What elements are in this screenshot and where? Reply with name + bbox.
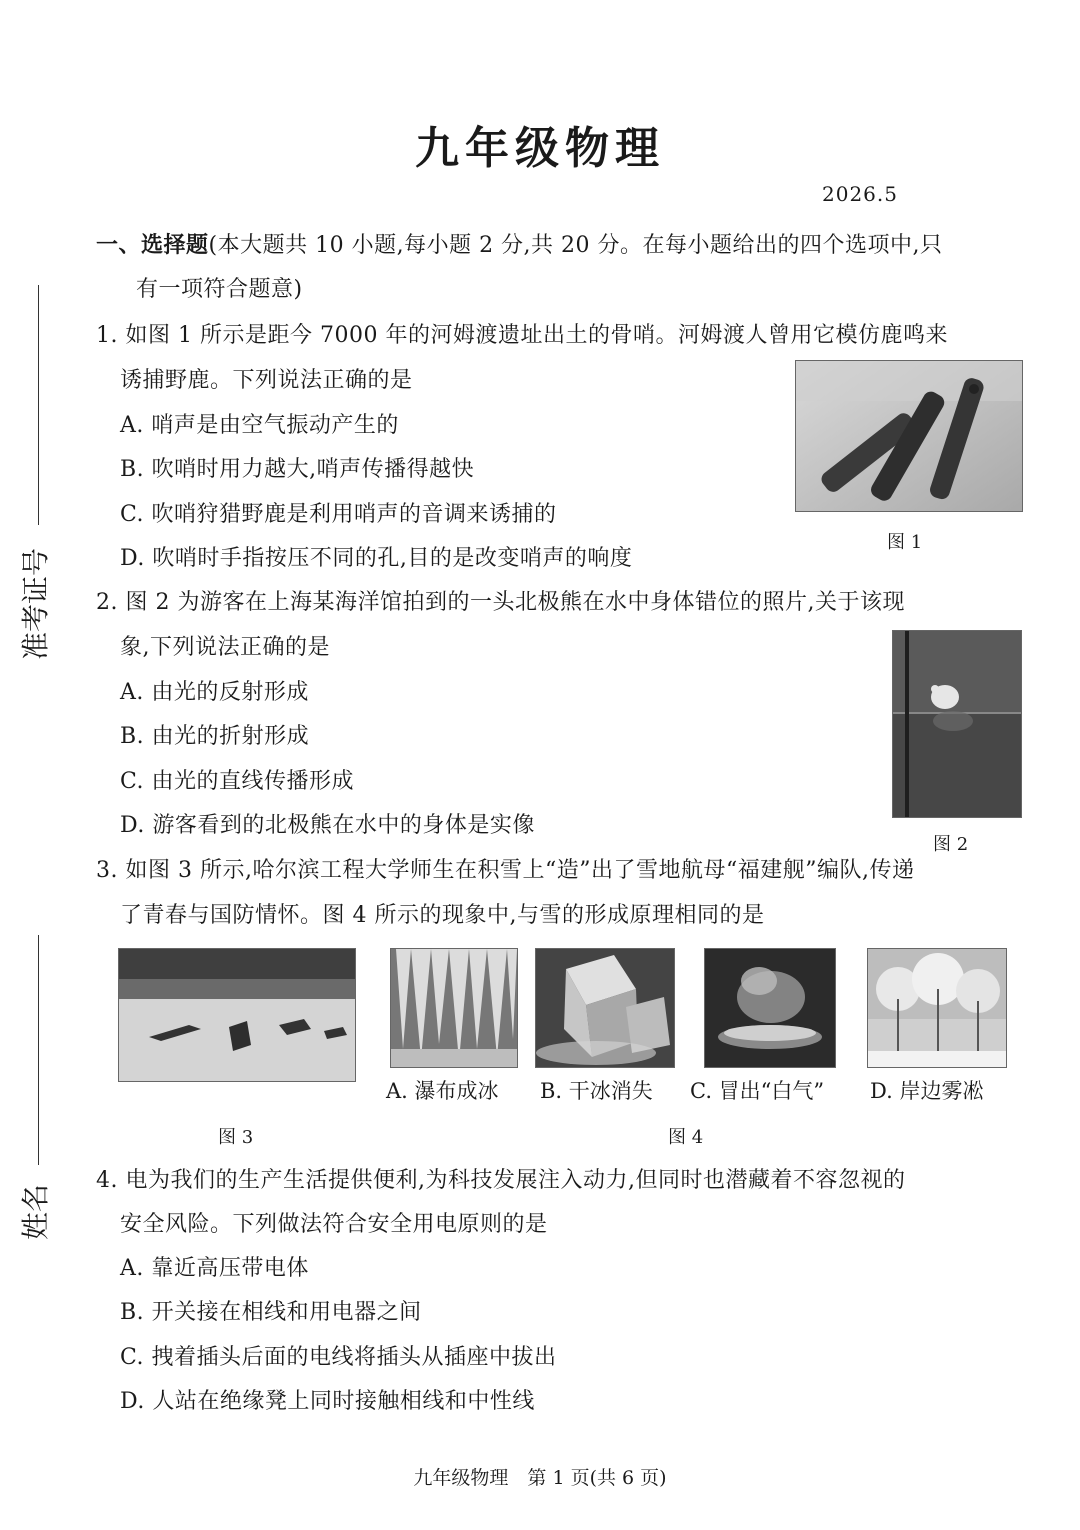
figure-1-bone-whistles xyxy=(795,360,1023,512)
figure-1-caption: 图 1 xyxy=(887,532,923,553)
figure-4c-white-steam xyxy=(704,948,836,1068)
figure-4b-dry-ice xyxy=(535,948,675,1068)
q1-option-d: D. 吹哨时手指按压不同的孔,目的是改变哨声的响度 xyxy=(120,546,633,571)
exam-date: 2026.5 xyxy=(822,182,898,206)
name-line xyxy=(38,935,39,1165)
q4-option-a: A. 靠近高压带电体 xyxy=(120,1256,309,1281)
section-heading: 一、选择题 xyxy=(96,233,209,258)
figure-4a-frozen-waterfall xyxy=(390,948,518,1068)
q3-stem: 3. 如图 3 所示,哈尔滨工程大学师生在积雪上“造”出了雪地航母“福建舰”编队,传递 xyxy=(96,858,915,883)
page-title: 九年级物理 xyxy=(415,123,665,174)
q1-stem-cont: 诱捕野鹿。下列说法正确的是 xyxy=(120,368,413,393)
figure-4a-label: A. 瀑布成冰 xyxy=(386,1079,499,1103)
q4-stem-cont: 安全风险。下列做法符合安全用电原则的是 xyxy=(120,1212,548,1237)
exam-id-label: 准考证号 xyxy=(19,547,52,660)
q2-option-a: A. 由光的反射形成 xyxy=(120,680,309,705)
q1-option-b: B. 吹哨时用力越大,哨声传播得越快 xyxy=(120,457,475,482)
figure-4c-label: C. 冒出“白气” xyxy=(690,1079,825,1103)
q2-option-d: D. 游客看到的北极熊在水中的身体是实像 xyxy=(120,813,535,838)
figure-3-caption: 图 3 xyxy=(218,1127,254,1148)
q1-option-a: A. 哨声是由空气振动产生的 xyxy=(120,413,399,438)
q4-stem: 4. 电为我们的生产生活提供便利,为科技发展注入动力,但同时也潜藏着不容忽视的 xyxy=(96,1168,906,1193)
exam-id-line xyxy=(38,285,39,525)
figure-2-polar-bear-photo xyxy=(892,630,1022,818)
figure-2-caption: 图 2 xyxy=(933,834,969,855)
q2-option-c: C. 由光的直线传播形成 xyxy=(120,769,355,794)
figure-3-snow-carrier xyxy=(118,948,356,1082)
figure-4d-rime-frost xyxy=(867,948,1007,1068)
section-intro-cont: 有一项符合题意) xyxy=(136,277,303,302)
q2-option-b: B. 由光的折射形成 xyxy=(120,724,310,749)
name-label: 姓名 xyxy=(19,1183,52,1240)
q2-stem-cont: 象,下列说法正确的是 xyxy=(120,635,330,660)
q4-option-b: B. 开关接在相线和用电器之间 xyxy=(120,1300,422,1325)
figure-4d-label: D. 岸边雾凇 xyxy=(870,1079,984,1103)
q2-stem: 2. 图 2 为游客在上海某海洋馆拍到的一头北极熊在水中身体错位的照片,关于该现 xyxy=(96,590,905,615)
q4-option-d: D. 人站在绝缘凳上同时接触相线和中性线 xyxy=(120,1389,535,1414)
q1-stem: 1. 如图 1 所示是距今 7000 年的河姆渡遗址出土的骨哨。河姆渡人曾用它模仿鹿鸣来 xyxy=(96,323,948,348)
q3-stem-cont: 了青春与国防情怀。图 4 所示的现象中,与雪的形成原理相同的是 xyxy=(120,903,765,928)
page-footer: 九年级物理 第 1 页(共 6 页) xyxy=(413,1467,667,1489)
figure-4b-label: B. 干冰消失 xyxy=(540,1079,653,1103)
q1-option-c: C. 吹哨狩猎野鹿是利用哨声的音调来诱捕的 xyxy=(120,502,557,527)
section-intro: (本大题共 10 小题,每小题 2 分,共 20 分。在每小题给出的四个选项中,只 xyxy=(208,233,943,258)
section-header xyxy=(96,228,943,259)
figure-4-caption: 图 4 xyxy=(668,1127,704,1148)
q4-option-c: C. 拽着插头后面的电线将插头从插座中拔出 xyxy=(120,1345,557,1370)
